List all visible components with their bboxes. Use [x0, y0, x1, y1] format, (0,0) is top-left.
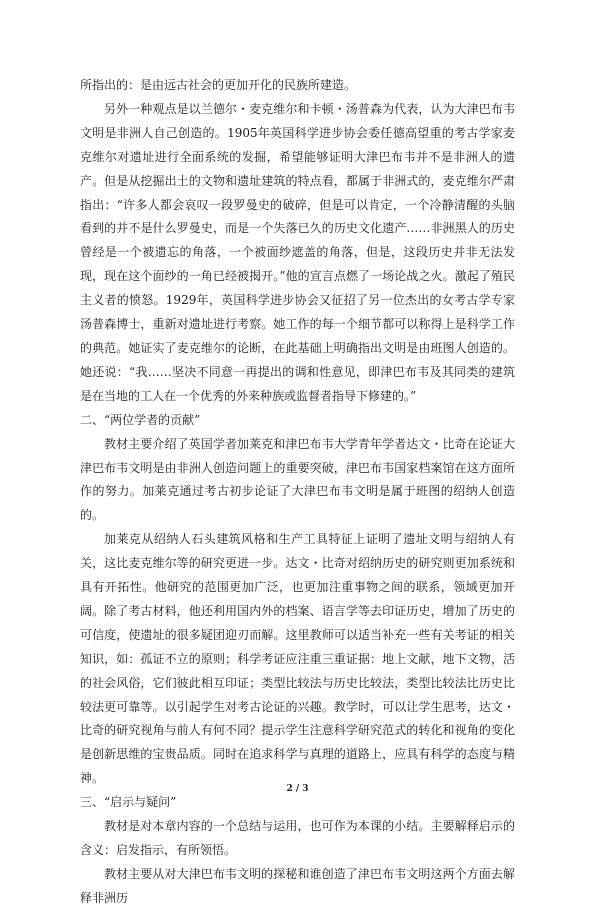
page-number: 2 / 3 — [286, 784, 309, 794]
paragraph-beach-research: 加莱克从绍纳人石头建筑风格和生产工具特征上证明了遗址文明与绍纳人有关，这比麦克维尔等的研究更进一步。达文・比奇对绍纳历史的研究则更加系统和具有开拓性。他研究的范围更加广泛，也更加注重事物之间的联系，领域更加开阔。除了考古材料，他还利用国内外的档案、语言学等去印证历史，增加了历史的可信度，使遗址的很多疑团迎刃而解。这里教师可以适当补充一些有关考证的相关知识，如：孤证不立的原则；科学考证应注重三重证据：地上文献，地下文物，活的社会风俗，它们彼此相互印证；类型比较法与历史比较法，类型比较法比历史比较法更可靠等。以引起学生对考古论证的兴趣。教学时，可以让学生思考，达文・比奇的研究视角与前人有何不同？提示学生注意科学研究范式的转化和视角的变化是创新思维的宝贵品质。同时在追求科学与真理的道路上，应具有科学的态度与精神。 — [80, 532, 515, 786]
paragraph-final: 教材主要从对大津巴布韦文明的探秘和谁创造了津巴布韦文明这两个方面去解释非洲历 — [80, 866, 515, 905]
paragraph-summary: 教材是对本章内容的一个总结与运用，也可作为本课的小结。主要解释启示的含义：启发指示，有所领悟。 — [80, 819, 515, 857]
section-heading-two-scholars: 二、“两位学者的贡献” — [80, 412, 201, 427]
paragraph-two-scholars-intro: 教材主要介绍了英国学者加莱克和津巴布韦大学青年学者达文・比奇在论证大津巴布韦文明是由非洲人创造问题上的重要突破，津巴布韦国家档案馆在这方面所作的努力。加莱克通过考古初步论证了大津巴布韦文明是属于班图的绍纳人创造的。 — [80, 436, 515, 523]
paragraph-maclver-view: 另外一种观点是以兰德尔・麦克维尔和卡顿・汤普森为代表，认为大津巴布韦文明是非洲人自己创造的。1905年英国科学进步协会委任德高望重的考古学家麦克维尔对遗址进行全面系统的发掘，希望能够证明大津巴布韦并不是非洲人的遗产。但是从挖掘出土的文物和遗址建筑的特点看，都属于非洲式的，麦克维尔严肃指出：“许多人都会哀叹一段罗曼史的破碎，但是可以肯定，一个冷静清醒的头脑看到的并不是什么罗曼史，而是一个失落已久的历史文化遗产……非洲黑人的历史曾经是一个被遗忘的角落，一个被面纱遮盖的角落，但是，这段历史并非无法发现，现在这个面纱的一角已经被揭开。”他的宣言点燃了一场论战之火。激起了殖民主义者的愤怒。1929年，英国科学进步协会又征招了另一位杰出的女考古学专家汤普森博士，重新对遗址进行考察。她工作的每一个细节都可以称得上是科学工作的典范。她证实了麦克维尔的论断，在此基础上明确指出文明是由班图人创造的。她还说：“我……坚决不同意一再提出的调和性意见，即津巴布韦及其同类的建筑是在当地的工人在一个优秀的外来种族或监督者指导下修建的。” — [80, 101, 515, 403]
paragraph-continuation: 所指出的：是由远古社会的更加开化的民族所建造。 — [80, 78, 357, 92]
section-heading-inspiration: 三、“启示与疑问” — [80, 795, 177, 810]
